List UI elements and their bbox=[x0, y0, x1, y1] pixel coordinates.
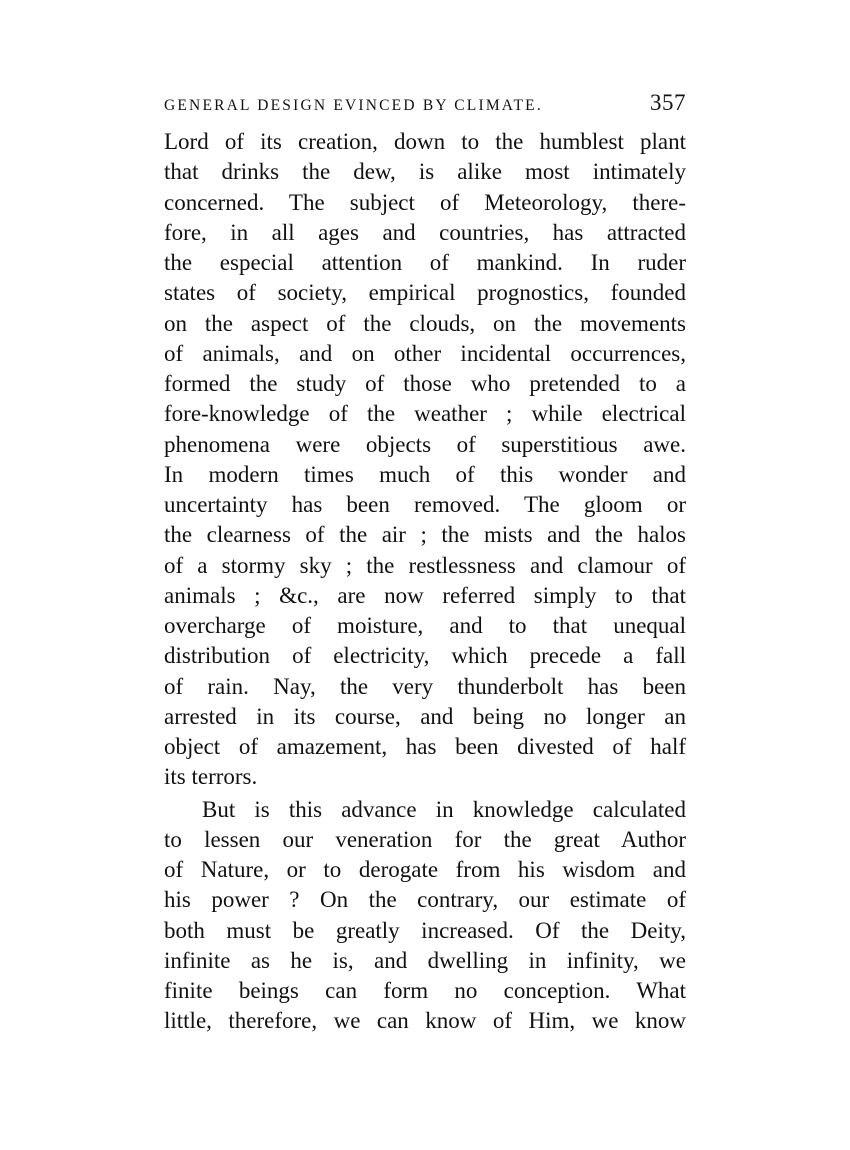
text-line: its terrors. bbox=[164, 764, 258, 790]
running-header bbox=[164, 90, 686, 116]
text-line: the clearness of the air ; the mists and the halos bbox=[164, 522, 686, 548]
text-line: uncertainty has been removed. The gloom or bbox=[164, 492, 686, 517]
page-number: 357 bbox=[650, 90, 686, 115]
text-line: arrested in its course, and being no longer an bbox=[164, 703, 686, 729]
text-line: that drinks the dew, is alike most intimately bbox=[164, 159, 686, 185]
text-line: on the aspect of the clouds, on the movements bbox=[164, 310, 686, 336]
text-line: the especial attention of mankind. In ruder bbox=[164, 250, 686, 275]
text-line: But is this advance in knowledge calculated bbox=[202, 796, 686, 822]
text-line: Lord of its creation, down to the humblest plant bbox=[164, 129, 686, 154]
text-line: to lessen our veneration for the great Author bbox=[164, 826, 686, 852]
paragraph-1 bbox=[164, 127, 686, 793]
text-line: fore, in all ages and countries, has attracted bbox=[164, 219, 686, 245]
text-line: concerned. The subject of Meteorology, there- bbox=[164, 189, 686, 215]
text-line: of animals, and on other incidental occurrences, bbox=[164, 340, 686, 366]
text-line: distribution of electricity, which precede a fall bbox=[164, 643, 686, 669]
body-text bbox=[164, 127, 686, 1037]
text-line: of rain. Nay, the very thunderbolt has been bbox=[164, 673, 686, 699]
text-line: In modern times much of this wonder and bbox=[164, 461, 686, 487]
text-line: phenomena were objects of superstitious awe. bbox=[164, 431, 686, 457]
text-line: both must be greatly increased. Of the Deity, bbox=[164, 917, 686, 943]
text-line: animals ; &c., are now referred simply to that bbox=[164, 582, 686, 608]
text-line: his power ? On the contrary, our estimate of bbox=[164, 887, 686, 913]
text-line: overcharge of moisture, and to that unequal bbox=[164, 613, 686, 638]
text-line: finite beings can form no conception. What bbox=[164, 978, 686, 1003]
text-line: formed the study of those who pretended to a bbox=[164, 371, 686, 396]
text-line: little, therefore, we can know of Him, we know bbox=[164, 1008, 686, 1034]
text-line: infinite as he is, and dwelling in infinity, we bbox=[164, 947, 686, 973]
text-line: fore-knowledge of the weather ; while electrical bbox=[164, 401, 686, 427]
text-line: object of amazement, has been divested of half bbox=[164, 734, 686, 759]
text-line: of Nature, or to derogate from his wisdom and bbox=[164, 857, 686, 882]
text-line: of a stormy sky ; the restlessness and clamour of bbox=[164, 552, 686, 578]
running-title: GENERAL DESIGN EVINCED BY CLIMATE. bbox=[164, 97, 543, 114]
paragraph-2 bbox=[164, 795, 686, 1037]
text-line: states of society, empirical prognostics, founded bbox=[164, 280, 686, 306]
